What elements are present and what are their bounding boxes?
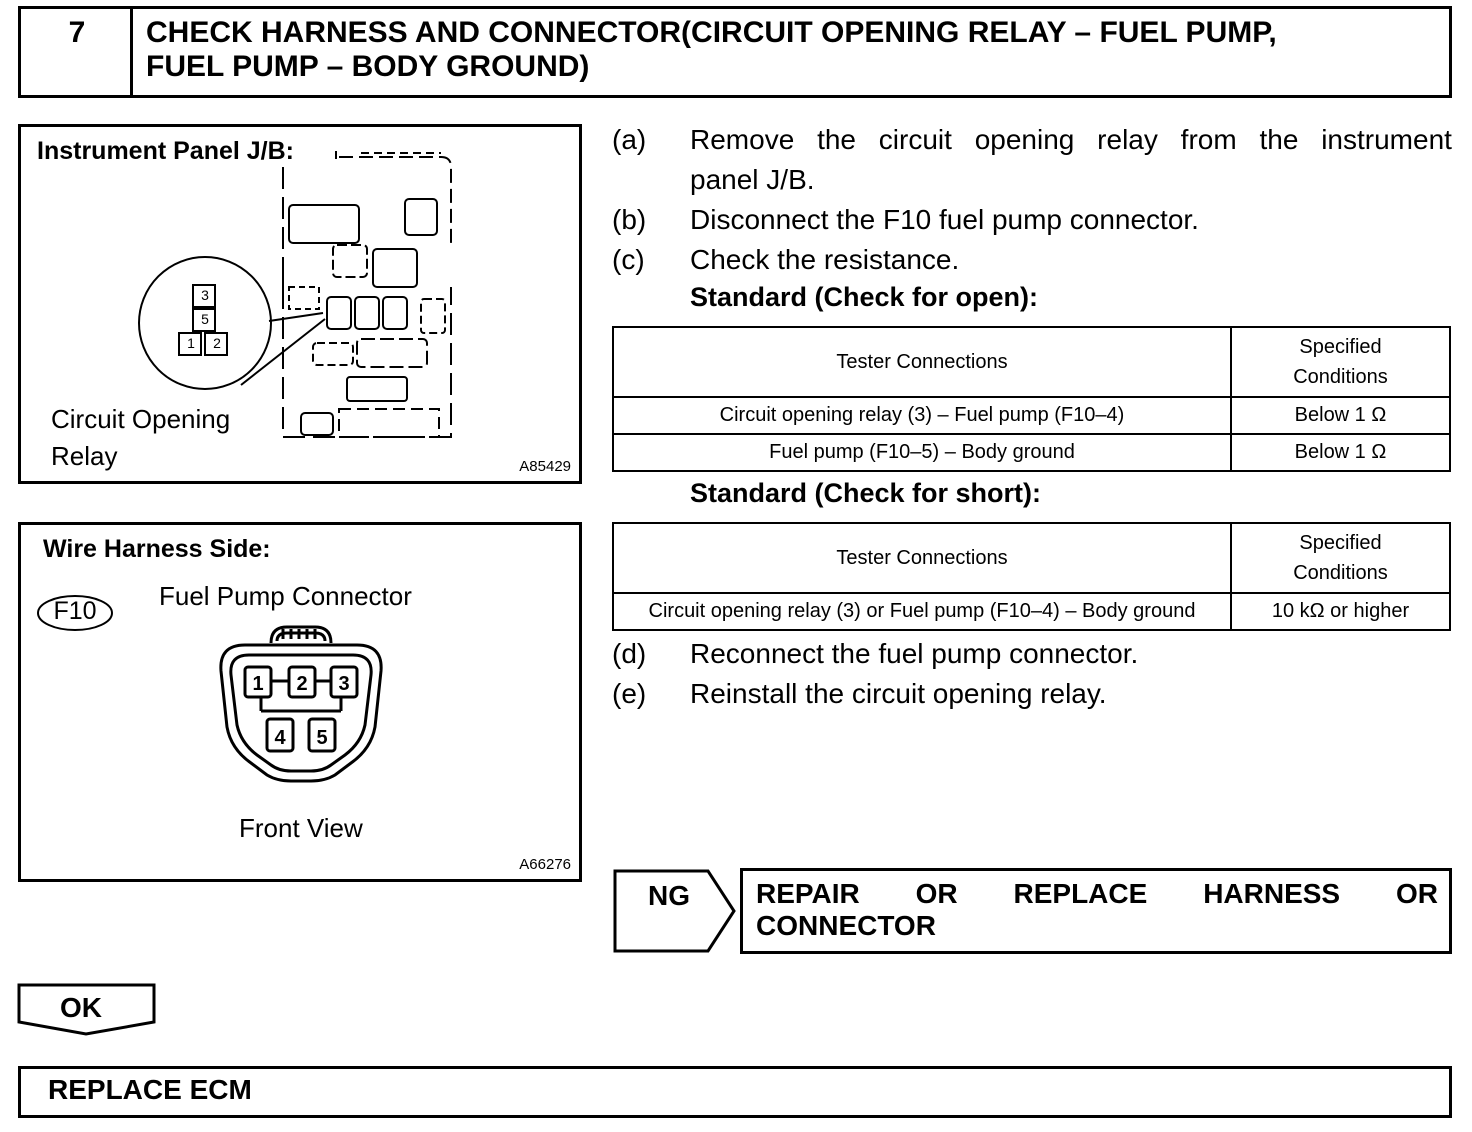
standard-short-table	[612, 522, 1451, 631]
step-a-word: from	[1180, 124, 1237, 155]
connector-pin-3: 3	[338, 673, 350, 695]
connector-pin-5: 5	[316, 727, 328, 749]
terminal-label-2: 2	[213, 335, 221, 351]
step-title-line2: FUEL PUMP – BODY GROUND)	[146, 50, 590, 83]
figure-jb-id: A85429	[519, 458, 571, 475]
step-a-word: Remove	[690, 124, 795, 155]
step-a-word: opening	[974, 124, 1075, 155]
connector-name: Fuel Pump Connector	[159, 581, 412, 611]
step-a-word: instrument	[1321, 124, 1452, 155]
terminal-label-1: 1	[187, 335, 195, 351]
step-b-letter: (b)	[612, 204, 647, 235]
callout-line2: Relay	[51, 441, 118, 471]
front-view-label: Front View	[239, 813, 363, 843]
step-e-text: Reinstall the circuit opening relay.	[690, 678, 1107, 709]
figure-harness-title: Wire Harness Side:	[43, 535, 271, 563]
ok-action: REPLACE ECM	[48, 1074, 252, 1105]
step-title	[146, 16, 1436, 84]
figure-jb-title: Instrument Panel J/B:	[37, 137, 294, 165]
figure-wire-harness	[18, 522, 582, 882]
ng-label: NG	[648, 880, 690, 911]
ng-action-line1	[756, 878, 1438, 910]
ng-action-word: REPAIR	[756, 878, 860, 909]
short-col-conditions-line1: Specified	[1299, 532, 1382, 554]
step-number: 7	[68, 16, 86, 49]
step-d-letter: (d)	[612, 638, 647, 669]
step-e-letter: (e)	[612, 678, 647, 709]
step-d-text: Reconnect the fuel pump connector.	[690, 638, 1139, 669]
connector-code: F10	[53, 597, 97, 625]
ng-action-line2: CONNECTOR	[756, 910, 936, 941]
open-col-conditions-line2: Conditions	[1293, 366, 1388, 388]
ok-label: OK	[60, 992, 102, 1023]
open-col-conditions	[1231, 327, 1450, 397]
step-c-letter: (c)	[612, 244, 645, 275]
step-b-text: Disconnect the F10 fuel pump connector.	[690, 204, 1199, 235]
short-row1-condition: 10 kΩ or higher	[1231, 593, 1450, 630]
figure-junction-block	[18, 124, 582, 484]
short-col-conditions	[1231, 523, 1450, 593]
standard-open-heading: Standard (Check for open):	[690, 282, 1039, 312]
ng-action-word: REPLACE	[1013, 878, 1148, 909]
ng-action-word: OR	[1396, 878, 1438, 909]
step-a-word: the	[817, 124, 856, 155]
open-row2-connection: Fuel pump (F10–5) – Body ground	[613, 434, 1231, 471]
table-row	[613, 397, 1450, 434]
step-c-text: Check the resistance.	[690, 244, 960, 275]
figure-harness-id: A66276	[519, 856, 571, 873]
callout-line1: Circuit Opening	[51, 404, 231, 434]
ng-action-word: OR	[915, 878, 958, 909]
step-a-letter: (a)	[612, 124, 647, 155]
step-a-word: relay	[1097, 124, 1158, 155]
table-row	[613, 434, 1450, 471]
fuel-pump-connector-diagram	[211, 621, 391, 787]
table-row	[613, 593, 1450, 630]
short-col-connections: Tester Connections	[613, 523, 1231, 593]
step-a-word: the	[1259, 124, 1299, 155]
ng-action-word: HARNESS	[1203, 878, 1341, 909]
short-row1-connection: Circuit opening relay (3) or Fuel pump (F10–4) – Body ground	[613, 593, 1231, 630]
connector-pin-4: 4	[274, 727, 286, 749]
step-title-line1: CHECK HARNESS AND CONNECTOR(CIRCUIT OPENING RELAY – FUEL PUMP,	[146, 16, 1277, 49]
open-row1-condition: Below 1 Ω	[1231, 397, 1450, 434]
step-a-line1	[690, 120, 1452, 160]
open-row2-condition: Below 1 Ω	[1231, 434, 1450, 471]
connector-pin-1: 1	[252, 673, 264, 695]
open-col-conditions-line1: Specified	[1299, 336, 1382, 358]
terminal-label-5: 5	[201, 311, 209, 327]
short-col-conditions-line2: Conditions	[1293, 562, 1388, 584]
circuit-opening-relay-label	[51, 401, 230, 475]
connector-pin-2: 2	[296, 673, 308, 695]
standard-short-heading: Standard (Check for short):	[690, 478, 1042, 508]
step-a-word: circuit	[878, 124, 952, 155]
step-a-line2: panel J/B.	[690, 164, 815, 195]
standard-open-table	[612, 326, 1451, 472]
open-row1-connection: Circuit opening relay (3) – Fuel pump (F10–4)	[613, 397, 1231, 434]
terminal-label-3: 3	[201, 287, 209, 303]
open-col-connections: Tester Connections	[613, 327, 1231, 397]
